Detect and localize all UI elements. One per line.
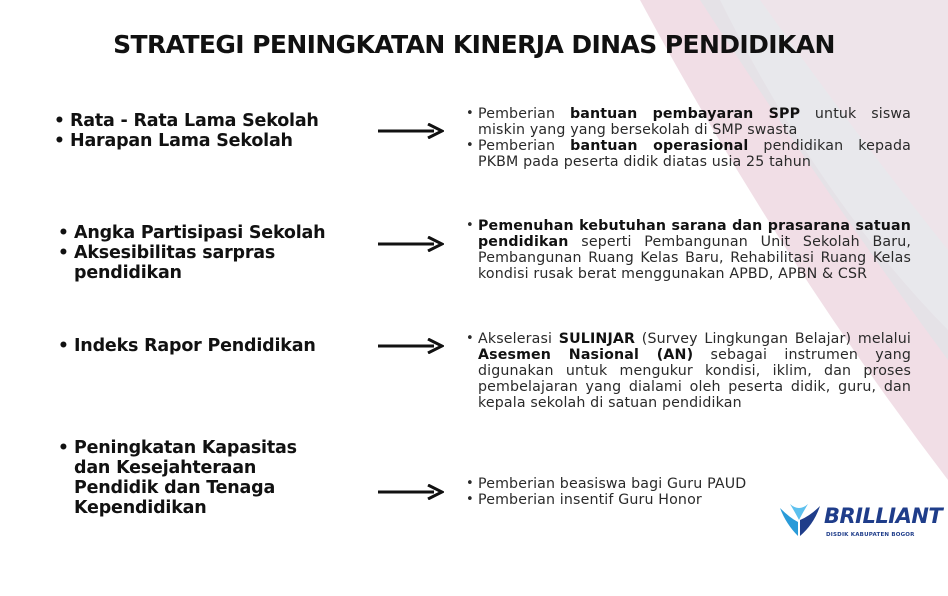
indicator-item: • Rata - Rata Lama Sekolah [54,111,319,131]
indicator-list-4 [58,438,328,518]
indicator-item: • Peningkatan Kapasitas dan Kesejahteraan Pendidik dan Tenaga Kependidikan [58,438,328,518]
indicator-list-1 [54,111,319,151]
strategy-item: • Pemberian bantuan pembayaran SPP untuk siswa miskin yang yang bersekolah di SMP swasta [466,106,911,138]
strategy-item: • Pemberian insentif Guru Honor [466,492,911,508]
indicator-item: • Aksesibilitas sarpras pendidikan [58,243,324,283]
strategy-list-2 [466,218,911,282]
strategy-item: • Pemenuhan kebutuhan sarana dan prasarana satuan pendidikan seperti Pembangunan Unit Sekolah Baru, Pembangunan Ruang Kelas Baru, Rehabilitasi Ruang Kelas kondisi rusak berat menggunakan APBD, APBN & CSR [466,218,911,282]
strategy-item: • Akselerasi SULINJAR (Survey Lingkungan Belajar) melalui Asesmen Nasional (AN) sebagai instrumen yang digunakan untuk mengukur kondisi, iklim, dan proses pembelajaran yang dialami oleh peserta didik, guru, dan kepala sekolah di satuan pendidikan [466,331,911,411]
logo-name: BRILLIANT [824,504,943,528]
brilliant-logo [776,500,946,546]
indicator-list-2 [58,223,378,283]
strategy-list-3 [466,331,911,411]
brilliant-logo-icon [776,500,824,540]
indicator-item: • Indeks Rapor Pendidikan [58,336,316,356]
arrow-right-icon [378,484,444,500]
indicator-list-3 [58,336,316,356]
arrow-right-icon [378,123,444,139]
logo-subtitle: DISDIK KABUPATEN BOGOR [826,532,915,538]
strategy-item: • Pemberian beasiswa bagi Guru PAUD [466,476,911,492]
indicator-item: • Angka Partisipasi Sekolah [58,223,378,243]
page-title: STRATEGI PENINGKATAN KINERJA DINAS PENDIDIKAN [113,30,835,59]
indicator-item: • Harapan Lama Sekolah [54,131,319,151]
arrow-right-icon [378,236,444,252]
arrow-right-icon [378,338,444,354]
strategy-item: • Pemberian bantuan operasional pendidikan kepada PKBM pada peserta didik diatas usia 25 tahun [466,138,911,170]
strategy-list-1 [466,106,911,170]
